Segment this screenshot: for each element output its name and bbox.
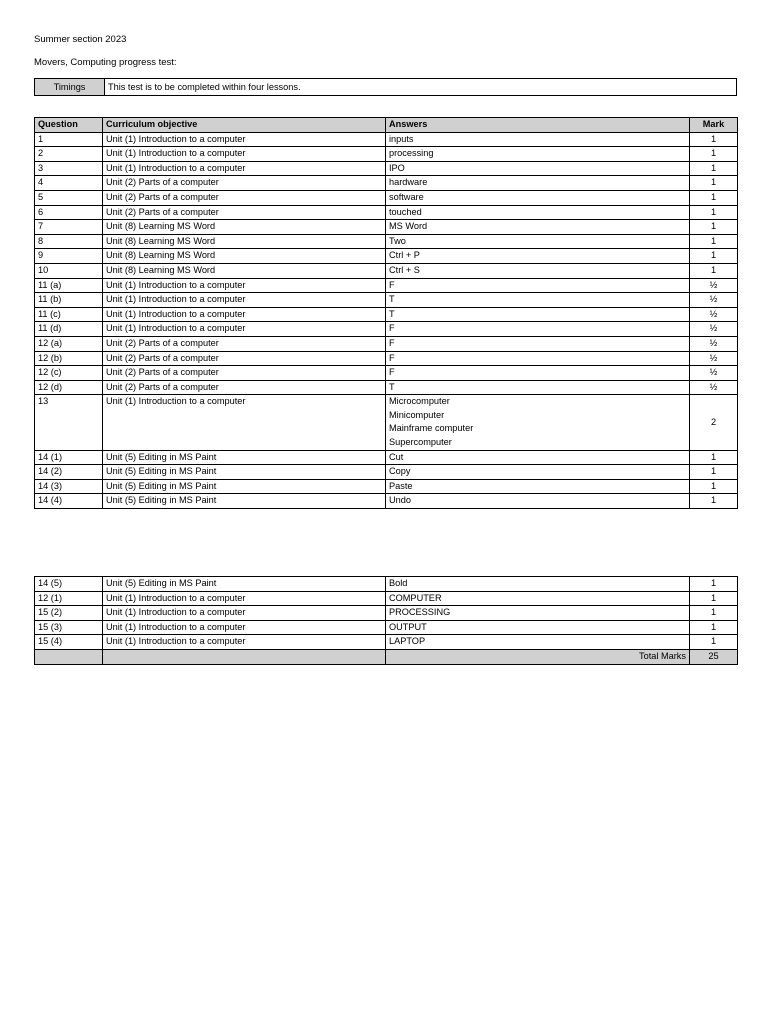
table-row-13 [35,395,738,450]
timings-row [35,79,737,96]
total-value: 25 [690,649,738,664]
table-row [35,380,738,395]
table-row [35,336,738,351]
answer-cell: IPO [386,161,690,176]
answer-cell: Undo [386,494,690,509]
objective-cell: Unit (1) Introduction to a computer [103,307,386,322]
mark-cell: 1 [690,176,738,191]
question-cell: 12 (a) [35,336,103,351]
objective-cell: Unit (5) Editing in MS Paint [103,450,386,465]
objective-cell: Unit (5) Editing in MS Paint [103,494,386,509]
mark-cell: 1 [690,263,738,278]
answer-line: Microcomputer [389,396,450,407]
question-cell: 9 [35,249,103,264]
document-subtitle: Movers, Computing progress test: [34,57,177,68]
question-cell: 11 (c) [35,307,103,322]
answer-cell: Bold [386,577,690,592]
table-row [35,351,738,366]
question-cell: 14 (4) [35,494,103,509]
answer-cell: processing [386,147,690,162]
mark-cell: 1 [690,205,738,220]
answer-table-continued [34,576,738,665]
table-row [35,465,738,480]
mark-cell: ½ [690,336,738,351]
mark-cell: 1 [690,132,738,147]
objective-cell: Unit (2) Parts of a computer [103,205,386,220]
answer-cell: PROCESSING [386,606,690,621]
question-cell: 5 [35,190,103,205]
objective-cell: Unit (1) Introduction to a computer [103,635,386,650]
answer-cell: F [386,336,690,351]
table-row [35,606,738,621]
question-cell: 15 (4) [35,635,103,650]
answer-cell: OUTPUT [386,620,690,635]
answer-cell: LAPTOP [386,635,690,650]
answer-cell: Paste [386,479,690,494]
objective-cell: Unit (5) Editing in MS Paint [103,577,386,592]
answer-cell: T [386,293,690,308]
mark-cell: ½ [690,278,738,293]
table-row [35,322,738,337]
objective-cell: Unit (2) Parts of a computer [103,380,386,395]
answer-cell: inputs [386,132,690,147]
question-cell: 1 [35,132,103,147]
objective-cell: Unit (2) Parts of a computer [103,176,386,191]
mark-cell: ½ [690,293,738,308]
objective-cell: Unit (1) Introduction to a computer [103,591,386,606]
objective-cell: Unit (1) Introduction to a computer [103,395,386,450]
table-row [35,132,738,147]
objective-cell: Unit (2) Parts of a computer [103,366,386,381]
question-cell: 3 [35,161,103,176]
mark-cell: 1 [690,606,738,621]
objective-cell: Unit (2) Parts of a computer [103,336,386,351]
question-cell: 4 [35,176,103,191]
table-header-row [35,118,738,133]
table-row [35,263,738,278]
question-cell: 14 (1) [35,450,103,465]
answer-cell: F [386,366,690,381]
table-row [35,620,738,635]
question-cell: 11 (d) [35,322,103,337]
table-row [35,161,738,176]
table-row [35,635,738,650]
mark-cell: 1 [690,161,738,176]
answer-cell: F [386,322,690,337]
question-cell: 12 (1) [35,591,103,606]
mark-cell: 2 [690,395,738,450]
answer-cell: Ctrl + P [386,249,690,264]
objective-cell: Unit (1) Introduction to a computer [103,278,386,293]
timings-table [34,78,737,96]
answer-table-body [35,132,738,508]
timings-label: Timings [35,79,105,96]
table-row [35,176,738,191]
objective-cell: Unit (1) Introduction to a computer [103,606,386,621]
answer-line: Mainframe computer [389,423,474,434]
mark-cell: ½ [690,380,738,395]
total-label: Total Marks [386,649,690,664]
answer-cell: touched [386,205,690,220]
mark-cell: 1 [690,635,738,650]
objective-cell: Unit (8) Learning MS Word [103,234,386,249]
mark-cell: 1 [690,234,738,249]
mark-cell: 1 [690,220,738,235]
table-row [35,479,738,494]
question-cell: 7 [35,220,103,235]
answer-cell: F [386,351,690,366]
table-row [35,293,738,308]
total-empty-cell [35,649,103,664]
answer-cell: Ctrl + S [386,263,690,278]
objective-cell: Unit (2) Parts of a computer [103,351,386,366]
mark-cell: 1 [690,577,738,592]
table-row [35,147,738,162]
objective-cell: Unit (5) Editing in MS Paint [103,465,386,480]
answer-cell: hardware [386,176,690,191]
answer-cell: T [386,307,690,322]
question-cell: 11 (a) [35,278,103,293]
objective-cell: Unit (5) Editing in MS Paint [103,479,386,494]
mark-cell: ½ [690,366,738,381]
mark-cell: 1 [690,450,738,465]
objective-cell: Unit (1) Introduction to a computer [103,620,386,635]
header-answers: Answers [386,118,690,133]
table-row [35,577,738,592]
table-row [35,190,738,205]
table-row [35,307,738,322]
mark-cell: 1 [690,249,738,264]
answer-table [34,117,738,509]
answer-cell: software [386,190,690,205]
answer-line: Minicomputer [389,409,445,420]
question-cell: 12 (b) [35,351,103,366]
question-cell: 12 (d) [35,380,103,395]
mark-cell: 1 [690,190,738,205]
header-mark: Mark [690,118,738,133]
objective-cell: Unit (8) Learning MS Word [103,249,386,264]
answer-line: Supercomputer [389,437,452,448]
document-title: Summer section 2023 [34,34,127,45]
question-cell: 14 (3) [35,479,103,494]
answer-cell: Two [386,234,690,249]
table-row [35,278,738,293]
objective-cell: Unit (8) Learning MS Word [103,220,386,235]
mark-cell: 1 [690,620,738,635]
table-row [35,205,738,220]
mark-cell: 1 [690,147,738,162]
table-row [35,366,738,381]
mark-cell: 1 [690,479,738,494]
question-cell: 8 [35,234,103,249]
total-empty-cell [103,649,386,664]
answer-cell: COMPUTER [386,591,690,606]
objective-cell: Unit (1) Introduction to a computer [103,132,386,147]
question-cell: 13 [35,395,103,450]
mark-cell: 1 [690,465,738,480]
table-row [35,220,738,235]
answer-cell: F [386,278,690,293]
objective-cell: Unit (1) Introduction to a computer [103,147,386,162]
objective-cell: Unit (8) Learning MS Word [103,263,386,278]
question-cell: 11 (b) [35,293,103,308]
question-cell: 2 [35,147,103,162]
objective-cell: Unit (1) Introduction to a computer [103,161,386,176]
question-cell: 15 (3) [35,620,103,635]
answer-cell: Copy [386,465,690,480]
answer-cell: Cut [386,450,690,465]
question-cell: 15 (2) [35,606,103,621]
table-row [35,591,738,606]
mark-cell: ½ [690,307,738,322]
objective-cell: Unit (2) Parts of a computer [103,190,386,205]
answer-list-cell [386,395,690,450]
question-cell: 6 [35,205,103,220]
question-cell: 14 (5) [35,577,103,592]
objective-cell: Unit (1) Introduction to a computer [103,322,386,337]
mark-cell: ½ [690,322,738,337]
mark-cell: ½ [690,351,738,366]
table-row [35,249,738,264]
table-row [35,234,738,249]
objective-cell: Unit (1) Introduction to a computer [103,293,386,308]
mark-cell: 1 [690,494,738,509]
timings-text: This test is to be completed within four lessons. [105,79,737,96]
answer-cell: T [386,380,690,395]
mark-cell: 1 [690,591,738,606]
question-cell: 12 (c) [35,366,103,381]
total-row [35,649,738,664]
answer-cell: MS Word [386,220,690,235]
table-row [35,494,738,509]
question-cell: 10 [35,263,103,278]
header-question: Question [35,118,103,133]
question-cell: 14 (2) [35,465,103,480]
table-row [35,450,738,465]
header-objective: Curriculum objective [103,118,386,133]
